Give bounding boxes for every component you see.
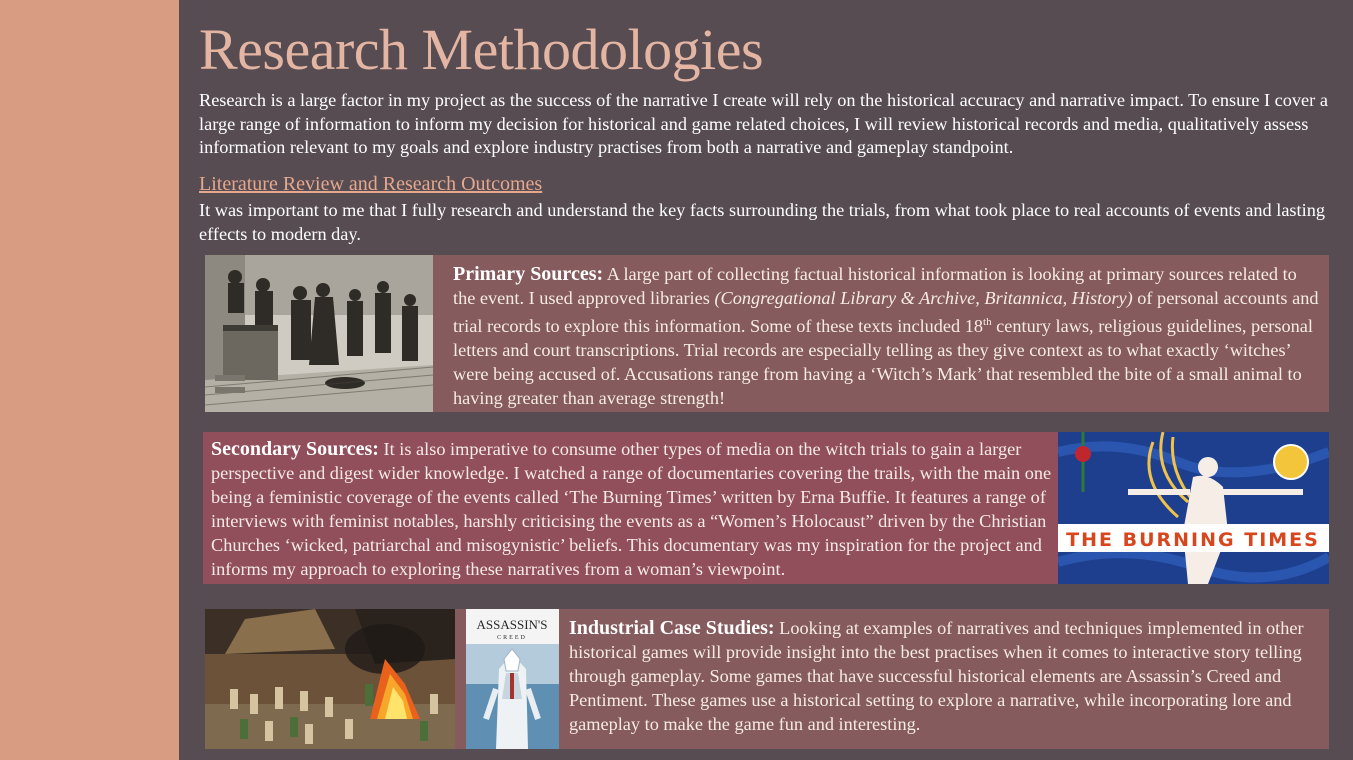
primary-sources-body-b: of personal accounts and trial records to explore this information. Some of these texts included 18 (453, 288, 1319, 337)
cover-title-2: CREED (497, 635, 527, 641)
witch-trial-engraving-image (205, 255, 433, 412)
ordinal-suffix: th (983, 316, 992, 328)
industrial-case-studies-heading: Industrial Case Studies: (569, 617, 775, 639)
industrial-case-studies-body: Looking at examples of narratives and techniques implemented in other historical games will provide insight into the best practises when it comes to interactive story telling through gameplay. Some games that have successful historical elements are Assassin’s Creed and Pentiment. These games use a historical setting to explore a narrative, while incorporating lore and gameplay to make the game fun and interesting. (569, 618, 1304, 734)
burning-times-poster-image (1058, 432, 1329, 584)
left-accent-bar (0, 0, 179, 760)
primary-sources-libraries: (Congregational Library & Archive, Britannica, History) (714, 288, 1133, 308)
industrial-case-studies-text (569, 616, 1324, 736)
secondary-sources-body: It is also imperative to consume other types of media on the witch trials to gain a larger perspective and digest wider knowledge. I watched a range of documentaries covering the trails, with the main one being a feministic coverage of the events called ‘The Burning Times’ written by Erna Buffie. It features a range of interviews with feminist notables, harshly criticising the events as a “Women’s Holocaust” driven by the Christian Churches ‘wicked, patriarchal and misogynistic’ beliefs. This documentary was my inspiration for the project and informs my approach to exploring these narratives from a woman’s viewpoint. (211, 439, 1052, 579)
intro-paragraph: Research is a large factor in my project as the success of the narrative I create will rely on the historical accuracy and narrative impact. To ensure I cover a large range of information to inform my decision for historical and game related choices, I will review historical records and media, qualitatively assess information relevant to my goals and explore industry practises from both a narrative and gameplay standpoint. (199, 90, 1328, 157)
primary-sources-body-c: century laws, religious guidelines, personal letters and court transcriptions. Trial records are especially telling as they give context as to what exactly ‘witches’ were being accused of. Accusations range from having a ‘Witch’s Mark’ that resembled the bite of a small animal to having greater than average strength! (453, 316, 1313, 409)
primary-sources-heading: Primary Sources: (453, 263, 604, 285)
secondary-sources-heading: Secondary Sources: (211, 438, 379, 460)
secondary-sources-text (211, 437, 1053, 581)
assassins-creed-cover-image (466, 609, 559, 749)
primary-sources-body-a: A large part of collecting factual historical information is looking at primary sources related to the event. I used approved libraries (453, 264, 1297, 308)
cover-title-1: ASSASSIN'S (476, 617, 548, 632)
poster-title: THE BURNING TIMES (1066, 529, 1320, 551)
primary-sources-text (453, 262, 1323, 410)
literature-review-heading[interactable]: Literature Review and Research Outcomes (199, 173, 543, 195)
pentiment-screenshot-image (205, 609, 455, 749)
page-title: Research Methodologies (199, 17, 764, 82)
literature-review-text: It was important to me that I fully research and understand the key facts surrounding the trials, from what took place to real accounts of events and lasting effects to modern day. (199, 200, 1325, 244)
